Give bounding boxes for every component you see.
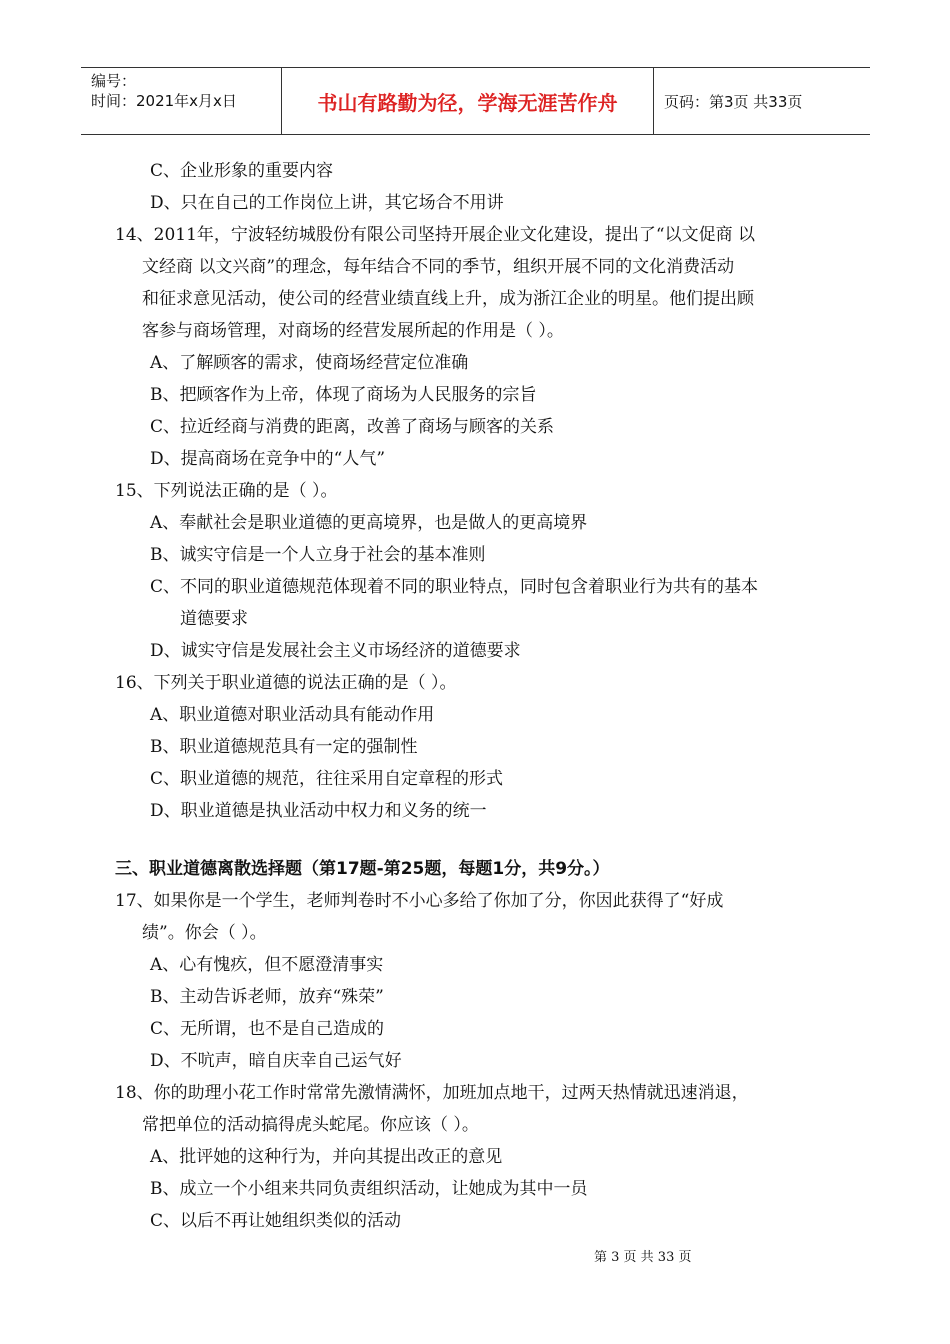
text-line: C、职业道德的规范，往往采用自定章程的形式	[150, 769, 504, 789]
time-label: 时间：2021年x月x日	[91, 92, 237, 110]
text-line: B、主动告诉老师，放弃“殊荣”	[150, 987, 384, 1007]
question-15: 15、下列说法正确的是（ ）。	[115, 481, 338, 501]
header-page-number: 页码：第3页 共33页	[664, 92, 803, 111]
text-line: C、无所谓，也不是自己造成的	[150, 1019, 385, 1039]
text-line: B、成立一个小组来共同负责组织活动，让她成为其中一员	[150, 1179, 588, 1199]
question-17: 17、如果你是一个学生，老师判卷时不小心多给了你加了分，你因此获得了“好成	[115, 891, 724, 911]
text-line: A、批评她的这种行为，并向其提出改正的意见	[150, 1147, 503, 1167]
text-line: C、以后不再让她组织类似的活动	[150, 1211, 402, 1231]
text-line: 和征求意见活动，使公司的经营业绩直线上升，成为浙江企业的明星。他们提出顾	[142, 289, 754, 309]
text-line: B、职业道德规范具有一定的强制性	[150, 737, 418, 757]
question-14: 14、2011年，宁波轻纺城股份有限公司坚持开展企业文化建设，提出了“以文促商 以	[115, 225, 755, 245]
text-line: 绩”。你会（ ）。	[142, 923, 267, 943]
text-line: B、诚实守信是一个人立身于社会的基本准则	[150, 545, 486, 565]
text-line: 常把单位的活动搞得虎头蛇尾。你应该（ ）。	[142, 1115, 479, 1135]
text-line: D、只在自己的工作岗位上讲，其它场合不用讲	[150, 193, 504, 213]
question-18: 18、你的助理小花工作时常常先激情满怀，加班加点地干，过两天热情就迅速消退，	[115, 1083, 749, 1103]
question-16: 16、下列关于职业道德的说法正确的是（ ）。	[115, 673, 457, 693]
text-line: D、职业道德是执业活动中权力和义务的统一	[150, 801, 487, 821]
text-line: 道德要求	[180, 609, 248, 629]
page-footer: 第 3 页 共 33 页	[594, 1250, 692, 1265]
text-line: A、心有愧疚，但不愿澄清事实	[150, 955, 384, 975]
text-line: D、提高商场在竞争中的“人气”	[150, 449, 386, 469]
text-line: D、诚实守信是发展社会主义市场经济的道德要求	[150, 641, 521, 661]
text-line: C、拉近经商与消费的距离，改善了商场与顾客的关系	[150, 417, 555, 437]
page-header	[81, 67, 870, 135]
text-line: C、不同的职业道德规范体现着不同的职业特点，同时包含着职业行为共有的基本	[150, 577, 759, 597]
text-line: A、职业道德对职业活动具有能动作用	[150, 705, 435, 725]
header-motto: 书山有路勤为径，学海无涯苦作舟	[281, 68, 654, 134]
text-line: 文经商 以文兴商”的理念，每年结合不同的季节，组织开展不同的文化消费活动	[142, 257, 735, 277]
text-line: B、把顾客作为上帝，体现了商场为人民服务的宗旨	[150, 385, 537, 405]
text-line: 客参与商场管理，对商场的经营发展所起的作用是（ ）。	[142, 321, 564, 341]
section-heading: 三、职业道德离散选择题（第17题-第25题，每题1分，共9分。）	[115, 859, 610, 879]
text-line: A、了解顾客的需求，使商场经营定位准确	[150, 353, 469, 373]
header-meta	[81, 68, 281, 134]
text-line: C、企业形象的重要内容	[150, 161, 334, 181]
number-label: 编号：	[91, 72, 137, 90]
text-line: A、奉献社会是职业道德的更高境界，也是做人的更高境界	[150, 513, 588, 533]
text-line: D、不吭声，暗自庆幸自己运气好	[150, 1051, 402, 1071]
